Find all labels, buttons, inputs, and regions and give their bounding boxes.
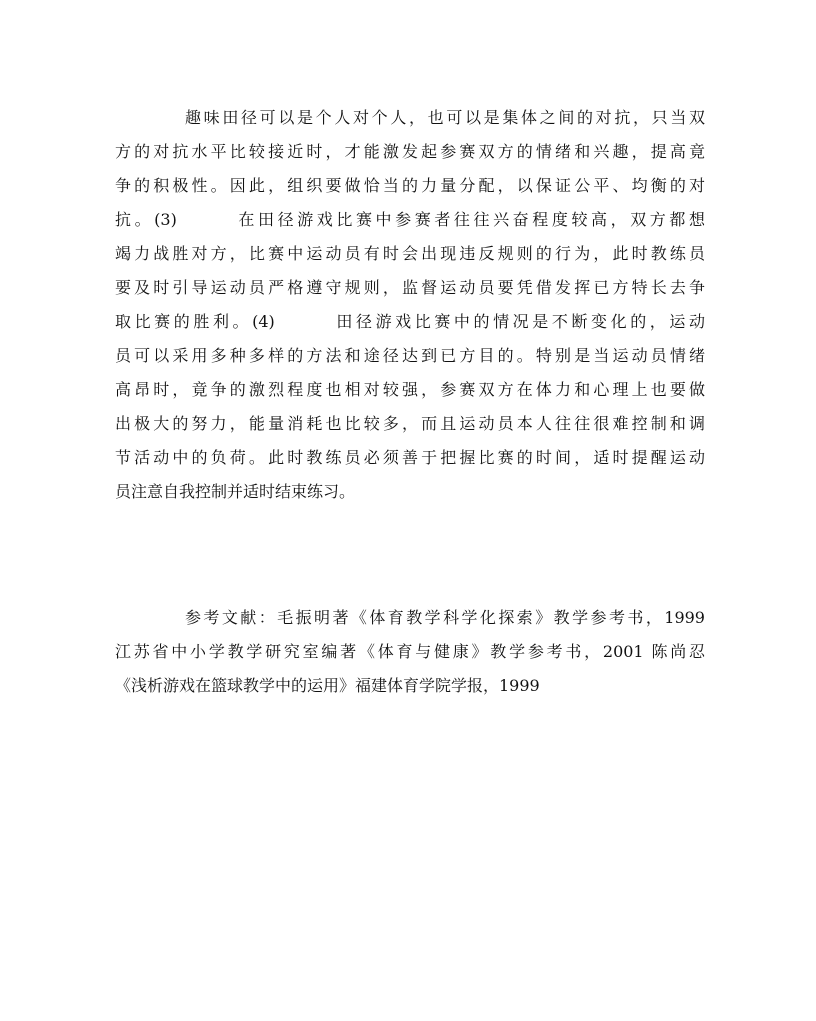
body-line-5: 竭力战胜对方，比赛中运动员有时会出现违反规则的行为，此时教练员 (115, 244, 705, 263)
reference-line-1: 参考文献：毛振明著《体育教学科学化探索》教学参考书，1999 (185, 608, 705, 627)
reference-line-2: 江苏省中小学教学研究室编著《体育与健康》教学参考书，2001 陈尚忍 (115, 642, 705, 661)
body-line-10: 出极大的努力，能量消耗也比较多，而且运动员本人往往很难控制和调 (115, 414, 705, 433)
body-line-9: 高昂时，竟争的激烈程度也相对较强，参赛双方在体力和心理上也要做 (115, 380, 705, 399)
item-4-text: 田径游戏比赛中的情况是不断变化的，运动 (332, 312, 705, 331)
body-paragraph (115, 101, 705, 509)
body-line-8: 员可以采用多种多样的方法和途径达到已方目的。特别是当运动员情绪 (115, 346, 705, 365)
references-paragraph (115, 601, 705, 703)
body-line-4 (115, 203, 705, 237)
body-line-7 (115, 305, 705, 339)
reference-line-3: 《浅析游戏在篮球教学中的运用》福建体育学院学报，1999 (115, 676, 540, 695)
body-line-2: 方的对抗水平比较接近时，才能激发起参赛双方的情绪和兴趣，提高竟 (115, 142, 705, 161)
body-line-1: 趣味田径可以是个人对个人，也可以是集体之间的对抗，只当双 (185, 108, 705, 127)
item-number-3: 抗。(3) (115, 210, 177, 229)
body-line-3: 争的积极性。因此，组织要做恰当的力量分配，以保证公平、均衡的对 (115, 176, 705, 195)
body-line-6: 要及时引导运动员严格遵守规则，监督运动员要凭借发挥已方特长去争 (115, 278, 705, 297)
item-3-text: 在田径游戏比赛中参赛者往往兴奋程度较高，双方都想 (234, 210, 705, 229)
body-line-12: 员注意自我控制并适时结束练习。 (115, 482, 356, 501)
body-line-11: 节活动中的负荷。此时教练员必须善于把握比赛的时间，适时提醒运动 (115, 448, 705, 467)
item-number-4: 取比赛的胜利。(4) (115, 312, 275, 331)
